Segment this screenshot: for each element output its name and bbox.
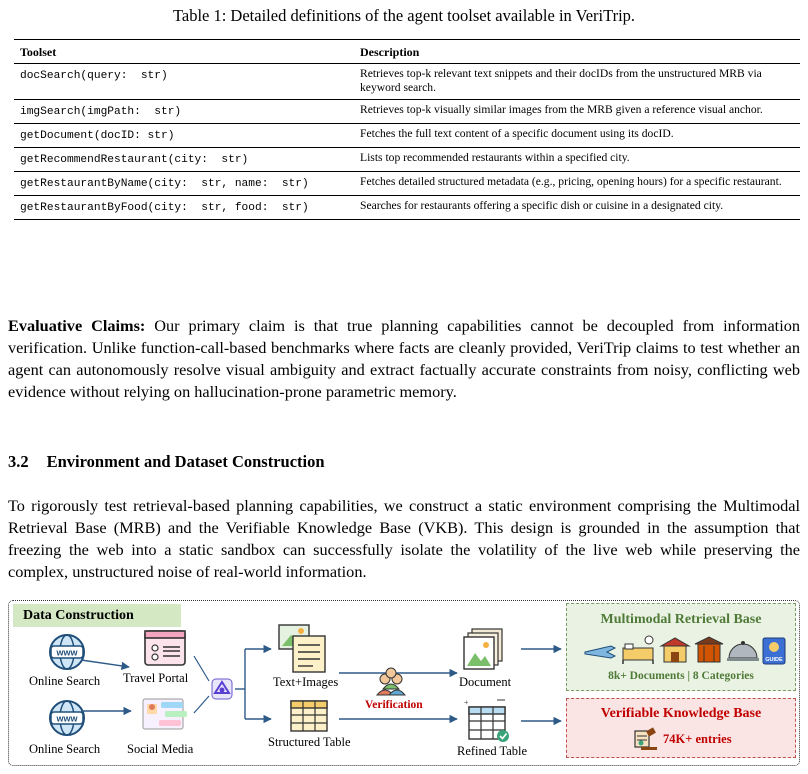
- text-images-label: Text+Images: [273, 675, 339, 689]
- chinese-building-icon: [695, 637, 723, 662]
- tool-description: Searches for restaurants offering a specific dish or cuisine in a designated city.: [360, 199, 724, 212]
- guide-text: GUIDE: [765, 657, 783, 663]
- online-search-label-2: Online Search: [29, 742, 101, 756]
- structured-table-label: Structured Table: [268, 735, 351, 749]
- vkb-entries: 74K+ entries: [663, 732, 732, 746]
- table-caption: Table 1: Detailed definitions of the agent toolset available in VeriTrip.: [172, 6, 636, 25]
- travel-portal-icon: [145, 631, 185, 665]
- tool-name: getDocument(docID: str): [20, 130, 175, 142]
- claims-text: Our primary claim is that true planning capabilities cannot be decoupled from information verification. Unlike function-call-based benchmarks where facts are cleanly provided, VeriTrip claims to test whether an agent can autonomously resolve visual ambiguity and extract factually accurate constraints from noisy, conflicting web evidence without relying on hallucination-prone parametric memory.: [8, 316, 800, 401]
- tool-description: Retrieves top-k relevant text snippets and their docIDs from the unstructured MRB via keyword search.: [360, 67, 762, 94]
- refined-table-label: Refined Table: [457, 744, 528, 758]
- tool-description: Fetches detailed structured metadata (e.g., pricing, opening hours) for a specific restaurant.: [360, 175, 782, 188]
- database-judge-icon: [633, 727, 659, 751]
- airplane-icon: [585, 646, 615, 658]
- www-text-1: www: [56, 647, 78, 658]
- verifiable-knowledge-base-box: [566, 698, 796, 758]
- header-description: Description: [360, 45, 420, 59]
- toolset-table: [14, 39, 800, 220]
- table-header-row: [14, 40, 800, 64]
- tool-name: getRestaurantByName(city: str, name: str): [20, 178, 309, 190]
- table-row: [14, 172, 800, 196]
- mrb-stats: 8k+ Documents | 8 Categories: [608, 670, 754, 682]
- travel-portal-label: Travel Portal: [123, 671, 189, 685]
- temple-icon: [661, 638, 689, 662]
- table-row: [14, 148, 800, 172]
- social-media-label: Social Media: [127, 742, 194, 756]
- processing-app-icon: [212, 679, 232, 699]
- document-icon: [464, 629, 502, 669]
- data-construction-figure: [8, 600, 800, 766]
- claims-paragraph: [8, 315, 800, 403]
- table-row: [14, 100, 800, 124]
- www-text-2: www: [56, 713, 78, 724]
- data-construction-title: Data Construction: [13, 604, 181, 627]
- globe-icon: [50, 701, 84, 735]
- mrb-title: Multimodal Retrieval Base: [600, 612, 762, 627]
- structured-table-icon: [291, 701, 327, 731]
- social-media-icon: [143, 699, 187, 729]
- refined-table-icon: [464, 698, 509, 742]
- tool-name: getRecommendRestaurant(city: str): [20, 154, 249, 166]
- hotel-bed-icon: [623, 636, 653, 664]
- table-row: [14, 64, 800, 100]
- header-toolset: Toolset: [20, 45, 57, 59]
- tool-description: Retrieves top-k visually similar images from the MRB given a reference visual anchor.: [360, 103, 763, 116]
- tool-description: Fetches the full text content of a specific document using its docID.: [360, 127, 674, 140]
- claims-label: Evaluative Claims:: [8, 316, 146, 335]
- environment-paragraph: To rigorously test retrieval-based planning capabilities, we construct a static environment comprising the Multimodal Retrieval Base (MRB) and the Verifiable Knowledge Base (VKB). This design is grounded in the assumption that freezing the web into a static sandbox can successfully isolate the volatility of the live web while preserving the complex, unstructured noise of real-world information.: [8, 496, 800, 581]
- tool-name: getRestaurantByFood(city: str, food: str): [20, 202, 309, 214]
- tool-name: imgSearch(imgPath: str): [20, 106, 182, 118]
- verification-team-icon: [377, 668, 405, 695]
- section-heading: [8, 452, 325, 472]
- document-label: Document: [459, 675, 512, 689]
- online-search-label-1: Online Search: [29, 674, 101, 688]
- verification-label: Verification: [365, 699, 423, 711]
- tool-description: Lists top recommended restaurants within a specified city.: [360, 151, 630, 164]
- multimodal-retrieval-base-box: [566, 603, 796, 691]
- vkb-title: Verifiable Knowledge Base: [600, 706, 762, 721]
- globe-icon: [50, 635, 84, 669]
- mrb-category-icons: [567, 634, 795, 668]
- section-number: 3.2: [8, 452, 29, 471]
- table-row: [14, 124, 800, 148]
- restaurant-cloche-icon: [727, 641, 759, 661]
- tool-name: docSearch(query: str): [20, 70, 168, 82]
- text-images-icon: [279, 625, 325, 672]
- svg-text:+: +: [464, 698, 469, 707]
- guide-book-icon: [763, 638, 785, 664]
- table-row: [14, 196, 800, 220]
- section-title: Environment and Dataset Construction: [46, 452, 325, 471]
